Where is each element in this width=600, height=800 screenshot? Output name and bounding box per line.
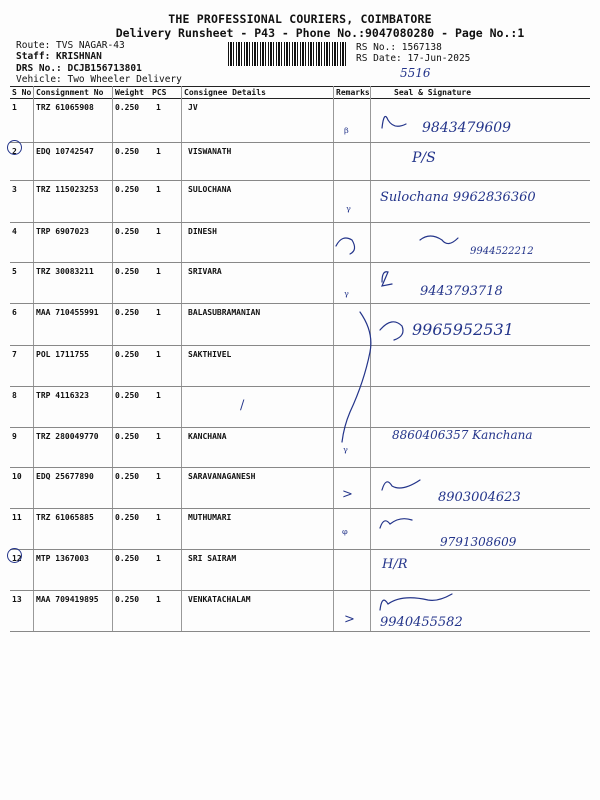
row-consignment-no: MAA 710455991 [36,308,99,317]
row-pcs: 1 [156,227,161,236]
route-label: Route: TVS NAGAR-43 [16,40,125,51]
row-divider [10,386,590,387]
row-consignment-no: EDQ 25677890 [36,472,94,481]
signature-stroke [342,312,371,442]
signature-stroke [380,519,412,528]
row-consignee: VENKATACHALAM [188,595,251,604]
row-consignment-no: MTP 1367003 [36,554,89,563]
row-pcs: 1 [156,432,161,441]
drs-number: DRS No.: DCJB156713801 [16,63,142,74]
row-pcs: 1 [156,513,161,522]
tick-mark: ᵧ [343,441,348,456]
row-divider [10,303,590,304]
row-sno: 6 [12,308,17,317]
handwritten-signature: 9843479609 [422,120,512,136]
row-weight: 0.250 [115,267,140,276]
signature-stroke [420,236,458,244]
row-sno: 10 [12,472,22,481]
tick-mark: ᵩ [342,523,348,538]
signature-stroke [380,594,452,610]
tick-mark: ᵦ [344,122,349,137]
row-weight: 0.250 [115,308,140,317]
row-weight: 0.250 [115,513,140,522]
table-top-border [10,86,590,87]
row-sno: 1 [12,103,17,112]
row-divider [10,345,590,346]
row-consignment-no: TRZ 30083211 [36,267,94,276]
tick-mark: ᵧ [346,200,351,215]
row-consignee: JV [188,103,198,112]
tick-mark: / [240,398,245,413]
row-consignment-no: EDQ 10742547 [36,147,94,156]
row-pcs: 1 [156,472,161,481]
row-divider [10,262,590,263]
row-weight: 0.250 [115,227,140,236]
row-pcs: 1 [156,267,161,276]
row-divider [10,508,590,509]
row-weight: 0.250 [115,103,140,112]
handwritten-signature: 9443793718 [420,284,503,299]
runsheet-subtitle: Delivery Runsheet - P43 - Phone No.:9047080280 - Page No.:1 [115,26,525,40]
row-consignment-no: TRZ 61065885 [36,513,94,522]
col-remarks: Remarks [336,88,370,97]
circle-mark-row-12 [7,548,22,563]
row-sno: 5 [12,267,17,276]
row-consignment-no: TRP 6907023 [36,227,89,236]
company-title: THE PROFESSIONAL COURIERS, COIMBATORE [168,12,432,26]
row-consignee: KANCHANA [188,432,227,441]
col-seal-signature: Seal & Signature [394,88,472,97]
handwritten-signature: 8903004623 [438,490,521,505]
row-consignee: DINESH [188,227,217,236]
row-divider [10,180,590,181]
row-consignment-no: TRZ 61065908 [36,103,94,112]
tick-mark: > [344,612,355,627]
row-pcs: 1 [156,103,161,112]
handwritten-signature: 9940455582 [380,615,463,630]
row-weight: 0.250 [115,350,140,359]
row-weight: 0.250 [115,432,140,441]
row-weight: 0.250 [115,554,140,563]
row-weight: 0.250 [115,185,140,194]
row-consignee: SARAVANAGANESH [188,472,256,481]
row-pcs: 1 [156,308,161,317]
row-pcs: 1 [156,350,161,359]
handwritten-signature: 8860406357 Kanchana [392,428,533,442]
row-sno: 12 [12,554,22,563]
signature-stroke [382,272,392,286]
row-divider [10,222,590,223]
row-pcs: 1 [156,147,161,156]
row-pcs: 1 [156,391,161,400]
rs-date: RS Date: 17-Jun-2025 [356,53,471,64]
table-header-border [10,98,590,99]
tick-mark: ᵧ [344,285,349,300]
row-sno: 4 [12,227,17,236]
row-sno: 2 [12,147,17,156]
col-consignment: Consignment No [36,88,104,97]
handwritten-signature: H/R [382,557,408,572]
row-sno: 13 [12,595,22,604]
signature-stroke [382,116,406,128]
row-divider [10,142,590,143]
barcode [228,42,346,66]
handwritten-signature: Sulochana 9962836360 [380,190,536,205]
row-divider [10,467,590,468]
row-consignee: SULOCHANA [188,185,232,194]
col-consignee: Consignee Details [184,88,266,97]
row-consignment-no: POL 1711755 [36,350,89,359]
row-sno: 11 [12,513,22,522]
row-sno: 9 [12,432,17,441]
row-consignment-no: TRZ 115023253 [36,185,99,194]
row-sno: 7 [12,350,17,359]
row-divider [10,631,590,632]
row-weight: 0.250 [115,595,140,604]
row-consignment-no: TRZ 280049770 [36,432,99,441]
circle-mark-row-2 [7,140,22,155]
row-consignee: BALASUBRAMANIAN [188,308,261,317]
signature-stroke [336,238,355,254]
row-consignment-no: MAA 709419895 [36,595,99,604]
col-weight: Weight [115,88,144,97]
row-consignee: MUTHUMARI [188,513,232,522]
handwritten-signature: P/S [412,150,436,166]
signature-stroke [380,322,403,340]
tick-mark: > [342,487,353,502]
col-pcs: PCS [152,88,167,97]
col-sno: S No [12,88,32,97]
handwritten-signature: 9791308609 [440,535,517,549]
row-consignee: SAKTHIVEL [188,350,232,359]
row-consignee: SRIVARA [188,267,222,276]
handwritten-signature: 9965952531 [412,320,514,339]
staff-label: Staff: KRISHNAN [16,51,102,62]
row-pcs: 1 [156,185,161,194]
vehicle-label: Vehicle: Two Wheeler Delivery [16,74,182,85]
row-sno: 3 [12,185,17,194]
row-consignee: VISWANATH [188,147,232,156]
row-sno: 8 [12,391,17,400]
rs-number: RS No.: 1567138 [356,42,442,53]
row-weight: 0.250 [115,391,140,400]
row-pcs: 1 [156,595,161,604]
row-divider [10,590,590,591]
signature-stroke [382,480,420,490]
row-consignment-no: TRP 4116323 [36,391,89,400]
handwritten-signature: 9944522212 [470,246,534,257]
row-weight: 0.250 [115,472,140,481]
row-pcs: 1 [156,554,161,563]
row-divider [10,549,590,550]
handwritten-note: 5516 [400,66,431,80]
row-weight: 0.250 [115,147,140,156]
row-consignee: SRI SAIRAM [188,554,237,563]
